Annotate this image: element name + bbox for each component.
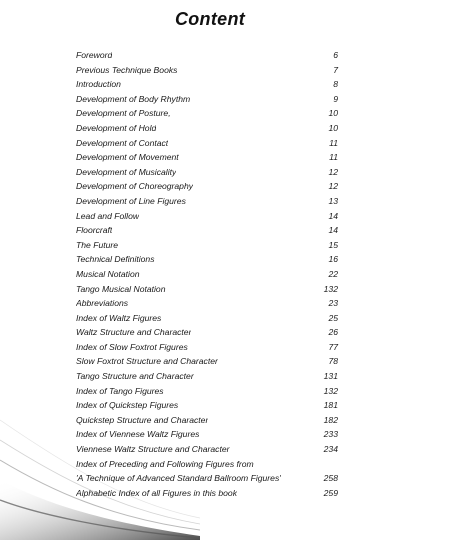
toc-entry-page: 233 (323, 429, 338, 440)
toc-entry-title: Lead and Follow (76, 210, 140, 221)
toc-entry-page: 10 (328, 122, 338, 133)
toc-entry-title: Waltz Structure and Character (76, 327, 192, 338)
toc-entry-page: 11 (329, 152, 338, 163)
toc-entry (76, 282, 338, 297)
toc-entry-title: Development of Musicality (76, 166, 177, 177)
toc-entry (76, 413, 338, 428)
toc-entry-page: 8 (333, 79, 338, 90)
toc-entry (76, 121, 338, 136)
toc-entry-page: 132 (323, 283, 338, 294)
toc-entry-page: 234 (323, 444, 338, 455)
toc-entry-page: 7 (333, 64, 338, 75)
toc-entry-title: Development of Hold (76, 122, 157, 133)
toc-entry-page: 10 (328, 108, 338, 119)
toc-entry-title: Abbreviations (76, 298, 129, 309)
toc-entry (76, 238, 338, 253)
toc-entry (76, 165, 338, 180)
toc-entry (76, 179, 338, 194)
toc-entry-page: 12 (328, 166, 338, 177)
toc-entry (76, 92, 338, 107)
toc-entry-page: 259 (323, 487, 338, 498)
toc-entry-page: 132 (323, 385, 338, 396)
table-of-contents (76, 48, 338, 500)
toc-entry (76, 136, 338, 151)
toc-entry-title: 'A Technique of Advanced Standard Ballroom Figures' (76, 473, 281, 484)
toc-entry-title: Index of Tango Figures (76, 385, 164, 396)
toc-entry (76, 311, 338, 326)
toc-entry-title: Development of Posture, (76, 108, 171, 119)
toc-entry (76, 48, 338, 63)
toc-entry-page: 77 (328, 341, 338, 352)
toc-entry-title: Index of Viennese Waltz Figures (76, 429, 200, 440)
toc-entry (76, 457, 338, 472)
toc-entry (76, 267, 338, 282)
toc-entry-title: Quickstep Structure and Character (76, 414, 209, 425)
toc-entry (76, 398, 338, 413)
toc-entry (76, 486, 338, 501)
toc-entry (76, 77, 338, 92)
toc-entry-page: 6 (333, 50, 338, 60)
toc-entry-page: 258 (323, 473, 338, 484)
toc-entry-page: 181 (323, 400, 338, 411)
toc-entry-title: Index of Waltz Figures (76, 312, 162, 323)
toc-entry-page: 15 (328, 239, 338, 250)
toc-entry-page: 22 (328, 268, 338, 279)
toc-entry-title: Alphabetic Index of all Figures in this book (76, 487, 237, 498)
toc-entry (76, 354, 338, 369)
toc-entry-title: Index of Preceding and Following Figures from (76, 458, 254, 469)
toc-entry-title: Index of Quickstep Figures (76, 400, 179, 411)
toc-entry-title: Tango Musical Notation (76, 283, 166, 294)
toc-entry (76, 150, 338, 165)
toc-entry-page: 131 (323, 371, 338, 382)
toc-entry-title: Development of Contact (76, 137, 169, 148)
toc-entry-page: 16 (328, 254, 338, 265)
toc-entry (76, 63, 338, 78)
toc-entry (76, 340, 338, 355)
toc-entry-page: 11 (329, 137, 338, 148)
toc-entry (76, 369, 338, 384)
toc-entry-title: Technical Definitions (76, 254, 155, 265)
toc-entry-page: 23 (328, 298, 338, 309)
toc-entry-page: 13 (328, 195, 338, 206)
toc-entry (76, 223, 338, 238)
toc-entry-title: Introduction (76, 79, 121, 90)
toc-entry-title: Previous Technique Books (76, 64, 178, 75)
toc-entry (76, 194, 338, 209)
toc-entry-title: Musical Notation (76, 268, 140, 279)
toc-entry (76, 471, 338, 486)
toc-entry-page: 12 (328, 181, 338, 192)
toc-entry (76, 106, 338, 121)
toc-entry-page: 182 (323, 414, 338, 425)
toc-entry-title: Development of Choreography (76, 181, 194, 192)
toc-entry-title: Tango Structure and Character (76, 371, 194, 382)
toc-entry (76, 252, 338, 267)
toc-entry (76, 209, 338, 224)
toc-entry (76, 427, 338, 442)
toc-entry (76, 384, 338, 399)
toc-entry-title: Development of Body Rhythm (76, 93, 191, 104)
toc-entry-title: Viennese Waltz Structure and Character (76, 444, 230, 455)
toc-entry-page: 26 (328, 327, 338, 338)
toc-entry-title: Floorcraft (76, 225, 113, 236)
toc-entry-page: 14 (328, 225, 338, 236)
toc-entry-page: 9 (333, 93, 338, 104)
toc-entry-title: The Future (76, 239, 119, 250)
toc-entry-title: Foreword (76, 50, 113, 60)
toc-entry-page: 14 (328, 210, 338, 221)
toc-entry-title: Slow Foxtrot Structure and Character (76, 356, 218, 367)
toc-entry-title: Development of Movement (76, 152, 179, 163)
toc-entry (76, 442, 338, 457)
toc-entry (76, 296, 338, 311)
toc-entry-page: 25 (328, 312, 338, 323)
toc-entry-title: Index of Slow Foxtrot Figures (76, 341, 188, 352)
page-title: Content (174, 9, 246, 29)
toc-entry-page: 78 (328, 356, 338, 367)
toc-entry (76, 325, 338, 340)
toc-entry-title: Development of Line Figures (76, 195, 186, 206)
